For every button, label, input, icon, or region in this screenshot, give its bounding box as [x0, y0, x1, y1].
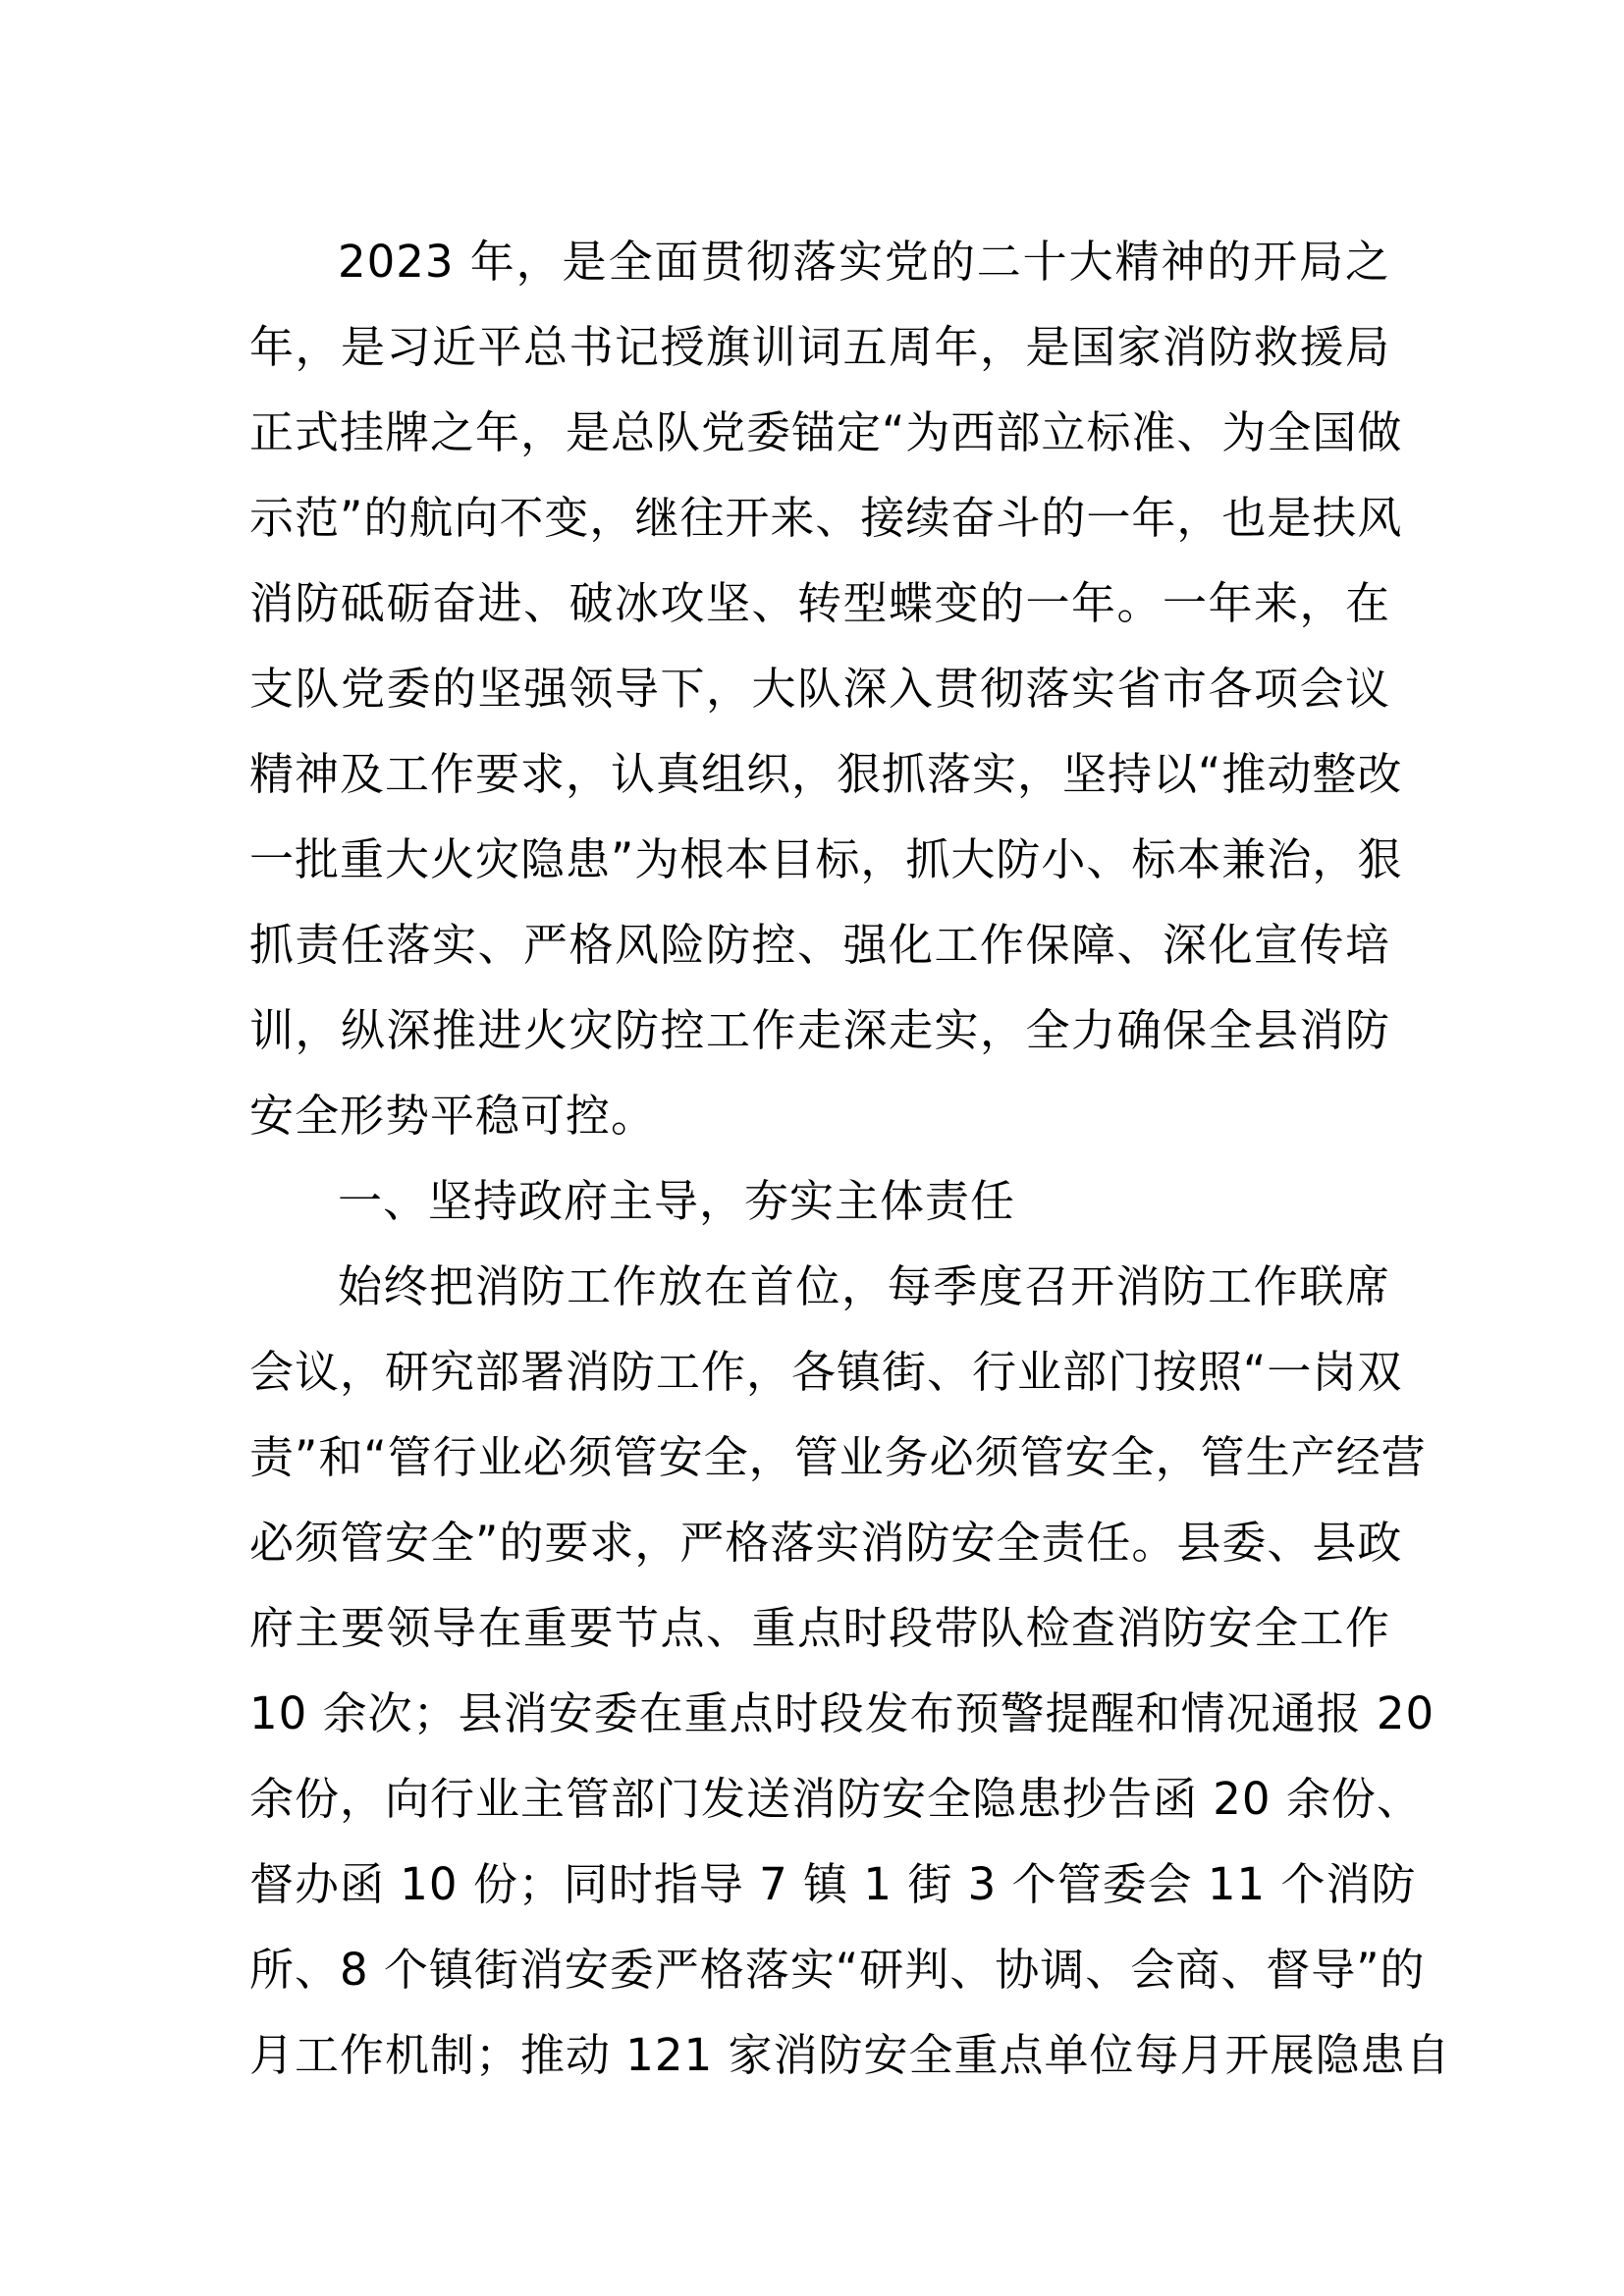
text-line: 府主要领导在重要节点、重点时段带队检查消防安全工作 — [249, 1602, 1390, 1654]
text-line: 会议，研究部署消防工作，各镇街、行业部门按照“一岗双 — [249, 1346, 1403, 1398]
document-body — [249, 219, 1451, 2098]
text-line: 必须管安全”的要求，严格落实消防安全责任。县委、县政 — [249, 1517, 1403, 1569]
text-line: 示范”的航向不变，继往开来、接续奋斗的一年，也是扶风 — [249, 492, 1403, 544]
text-line: 责”和“管行业必须管安全，管业务必须管安全，管生产经营 — [249, 1431, 1427, 1483]
text-line: 安全形势平稳可控。 — [249, 1090, 657, 1142]
section-heading: 一、坚持政府主导，夯实主体责任 — [338, 1175, 1016, 1227]
text-line: 月工作机制；推动 121 家消防安全重点单位每月开展隐患自 — [249, 2029, 1451, 2081]
section-paragraph — [249, 1244, 1451, 2098]
text-line: 10 余次；县消安委在重点时段发布预警提醒和情况通报 20 — [249, 1687, 1435, 1739]
text-line: 正式挂牌之年，是总队党委锚定“为西部立标准、为全国做 — [249, 406, 1403, 458]
text-line: 消防砥砺奋进、破冰攻坚、转型蝶变的一年。一年来，在 — [249, 577, 1390, 629]
text-line: 精神及工作要求，认真组织，狠抓落实，坚持以“推动整改 — [249, 748, 1403, 800]
text-line: 余份，向行业主管部门发送消防安全隐患抄告函 20 余份、 — [249, 1773, 1422, 1825]
intro-paragraph — [249, 219, 1403, 1158]
text-line: 一批重大火灾隐患”为根本目标，抓大防小、标本兼治，狠 — [249, 833, 1403, 885]
text-line: 始终把消防工作放在首位，每季度召开消防工作联席 — [338, 1260, 1390, 1312]
text-line: 督办函 10 份；同时指导 7 镇 1 街 3 个管委会 11 个消防 — [249, 1858, 1417, 1910]
text-line: 支队党委的坚强领导下，大队深入贯彻落实省市各项会议 — [249, 663, 1390, 715]
text-line: 训，纵深推进火灾防控工作走深走实，全力确保全县消防 — [249, 1004, 1390, 1056]
text-line: 抓责任落实、严格风险防控、强化工作保障、深化宣传培 — [249, 919, 1390, 971]
text-line: 年，是习近平总书记授旗训词五周年，是国家消防救援局 — [249, 321, 1390, 373]
text-line: 所、8 个镇街消安委严格落实“研判、协调、会商、督导”的 — [249, 1944, 1426, 1996]
text-line: 2023 年，是全面贯彻落实党的二十大精神的开局之 — [338, 236, 1390, 288]
